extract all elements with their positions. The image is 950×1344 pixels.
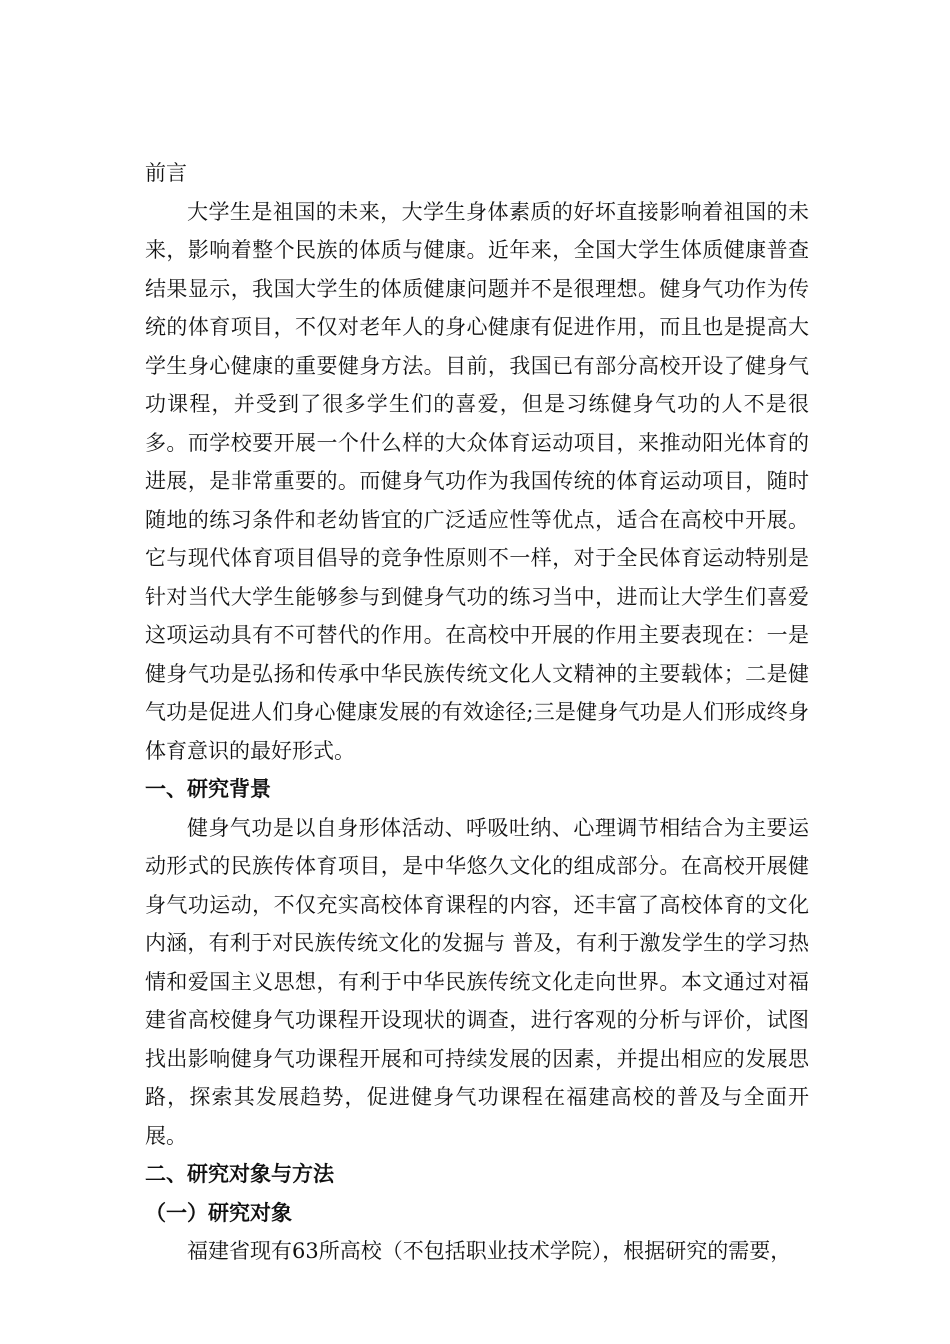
section-research-background-title: 一、研究背景 (145, 776, 271, 801)
document-body (145, 154, 809, 1271)
preface-title: 前言 (145, 161, 187, 185)
preface-paragraph: 大学生是祖国的未来，大学生身体素质的好坏直接影响着祖国的未来，影响着整个民族的体质与健康。近年来，全国大学生体质健康普查结果显示，我国大学生的体质健康问题并不是很理想。健身气功作为传统的体育项目，不仅对老年人的身心健康有促进作用，而且也是提高大学生身心健康的重要健身方法。目前，我国已有部分高校开设了健身气功课程，并受到了很多学生们的喜爱，但是习练健身气功的人不是很多。而学校要开展一个什么样的大众体育运动项目，来推动阳光体育的进展，是非常重要的。而健身气功作为我国传统的体育运动项目，随时随地的练习条件和老幼皆宜的广泛适应性等优点，适合在高校中开展。它与现代体育项目倡导的竞争性原则不一样，对于全民体育运动特别是针对当代大学生能够参与到健身气功的练习当中，进而让大学生们喜爱这项运动具有不可替代的作用。在高校中开展的作用主要表现在：一是健身气功是弘扬和传承中华民族传统文化人文精神的主要载体；二是健气功是促进人们身心健康发展的有效途径;三是健身气功是人们形成终身体育意识的最好形式。 (145, 199, 809, 763)
section-research-background-paragraph: 健身气功是以自身形体活动、呼吸吐纳、心理调节相结合为主要运动形式的民族传体育项目，是中华悠久文化的组成部分。在高校开展健身气功运动，不仅充实高校体育课程的内容，还丰富了高校体育的文化内涵，有利于对民族传统文化的发掘与 普及，有利于激发学生的学习热情和爱国主义思想，有利于中华民族传统文化走向世界。本文通过对福建省高校健身气功课程开设现状的调查，进行客观的分析与评价，试图找出影响健身气功课程开展和可持续发展的因素，并提出相应的发展思路，探索其发展趋势，促进健身气功课程在福建高校的普及与全面开展。 (145, 815, 809, 1148)
section-research-objects-methods-title: 二、研究对象与方法 (145, 1161, 334, 1186)
subsection-research-objects-title: （一）研究对象 (145, 1199, 292, 1225)
subsection-research-objects-paragraph: 福建省现有63所高校（不包括职业技术学院），根据研究的需要， (187, 1239, 792, 1263)
